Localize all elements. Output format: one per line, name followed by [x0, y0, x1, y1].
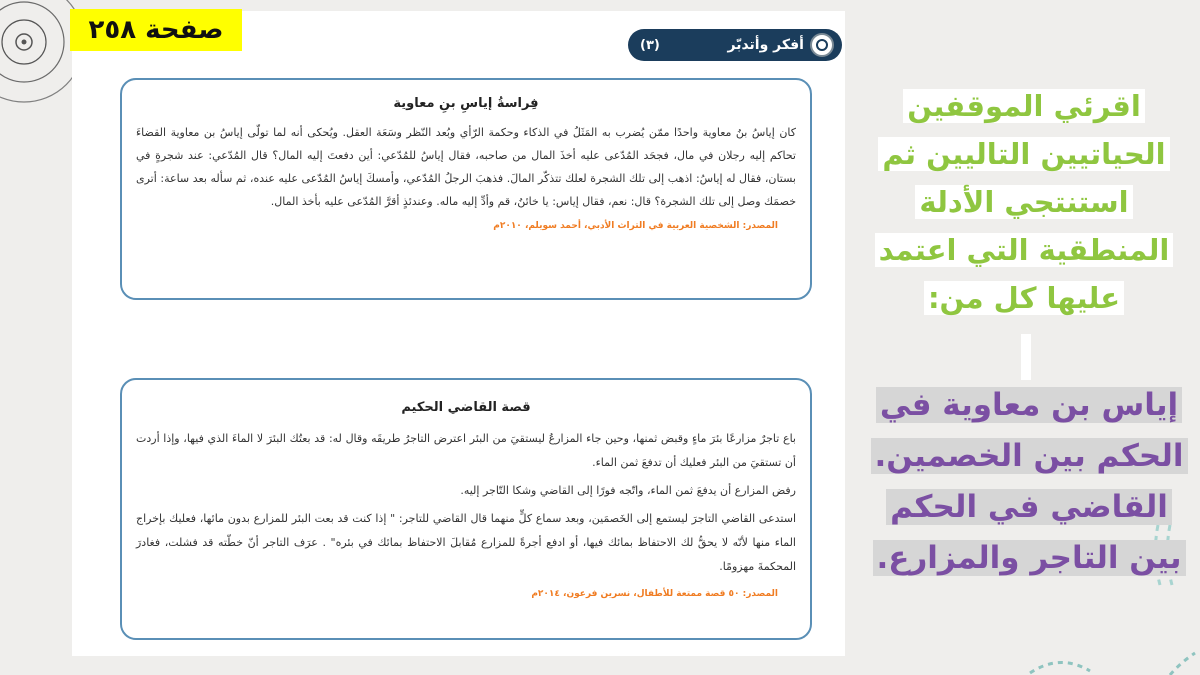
- story-paragraph: رفض المزارع أن يدفعَ ثمن الماء، واتّجه فورًا إلى القاضي وشكا التّاجر إليه.: [460, 484, 796, 497]
- dotted-lines-decoration: [1020, 645, 1200, 675]
- question-text: اقرئي الموقفين الحياتيين التاليين ثم استنتجي الأدلة المنطقية التي اعتمد عليها كل من:: [875, 89, 1174, 315]
- story-title: فِراسةُ إياسِ بنِ معاوية: [393, 96, 539, 111]
- story-text: كان إياسُ بنُ معاوية واحدًا ممّن يُضرب به المَثَلُ في الذكاء وحكمة الرّأي وبُعد النّظر وسَعَة العقل. ويُحكى أنه لما تولّى إياسُ بن معاوية القضاءَ تحاكم إليه رجلان في مال، فجحَد المُدّعى عليه أخذَ المال من صاحبه، فقال إياسُ للمُدّعي: أين دفعتَ إليه المال؟ قال المُدّعي: عند شجرةٍ في بستان، فقال له إياسُ: اذهب إلى تلك الشجرة لعلك تتذكّر المالَ. فذهبَ الرجلُ المُدّعي، وأمسكَ إياسُ المُدّعى عليه عنده، ثم سأله بعد ساعة: أترى خصمَك وصل إلى تلك الشجرة؟ قال: نعم، فقال إياس: يا خائنُ، قم وأدِّ إليه ماله. وعندئذٍ أقرَّ المُدّعى عليه بأخذ المال.: [136, 126, 796, 208]
- story-title: قصة القاضي الحكيم: [401, 400, 531, 415]
- banner-number: (٣): [640, 37, 660, 53]
- answer-line-judge: القاضي في الحكم بين التاجر والمزارع.: [873, 489, 1186, 576]
- story-source: المصدر: ٥٠ قصة ممتعة للأطفال، نسرين فرعون، ٢٠١٤م: [531, 589, 778, 599]
- concentric-circles-decoration: [0, 0, 80, 120]
- story-source: المصدر: الشخصية العربية في التراث الأدبي، أحمد سويلم، ٢٠١٠م: [493, 221, 778, 231]
- story-box-iyas: [120, 78, 812, 300]
- section-banner: [628, 29, 842, 61]
- answer-block: [868, 380, 1190, 584]
- story-box-judge: [120, 378, 812, 640]
- banner-title: أفكر وأتدبّر: [727, 37, 804, 53]
- connector-bar: [1021, 334, 1031, 380]
- answer-line-iyas: إياس بن معاوية في الحكم بين الخصمين.: [871, 387, 1188, 474]
- story-paragraph: باع تاجرٌ مزارعًا بئرَ ماءٍ وقبض ثمنها، وحين جاء المزارعُ ليستقيَ من البئر اعترض التاجرُ طريقَه وقال له: قد بعتُك البئرَ لا الماءَ الذي فيها، وإذا أردت أن تستقيَ من البئر فعليك أن تدفعَ ثمن الماء.: [136, 432, 796, 469]
- page-number-label: صفحة ٢٥٨: [70, 9, 242, 51]
- question-block: [858, 82, 1190, 322]
- story-paragraph: استدعى القاضي التاجرَ ليستمع إلى الخَصمَين، وبعد سماع كلٍّ منهما قال القاضي للتاجر: " إذا كنت قد بعت البئر للمزارع بدون مائها، فعليك بإخراج الماء منها لأنّه لا يحقُّ لك الاحتفاظ بمائك فيها، أو ادفع أجرةً للمزارع مُقابلَ الاحتفاظ بمائك في بئره" . عرَف التاجر أنّ خطّته قد فشلت، فغادرَ المحكمةَ مهزومًا.: [136, 512, 796, 573]
- emblem-icon: [810, 33, 834, 57]
